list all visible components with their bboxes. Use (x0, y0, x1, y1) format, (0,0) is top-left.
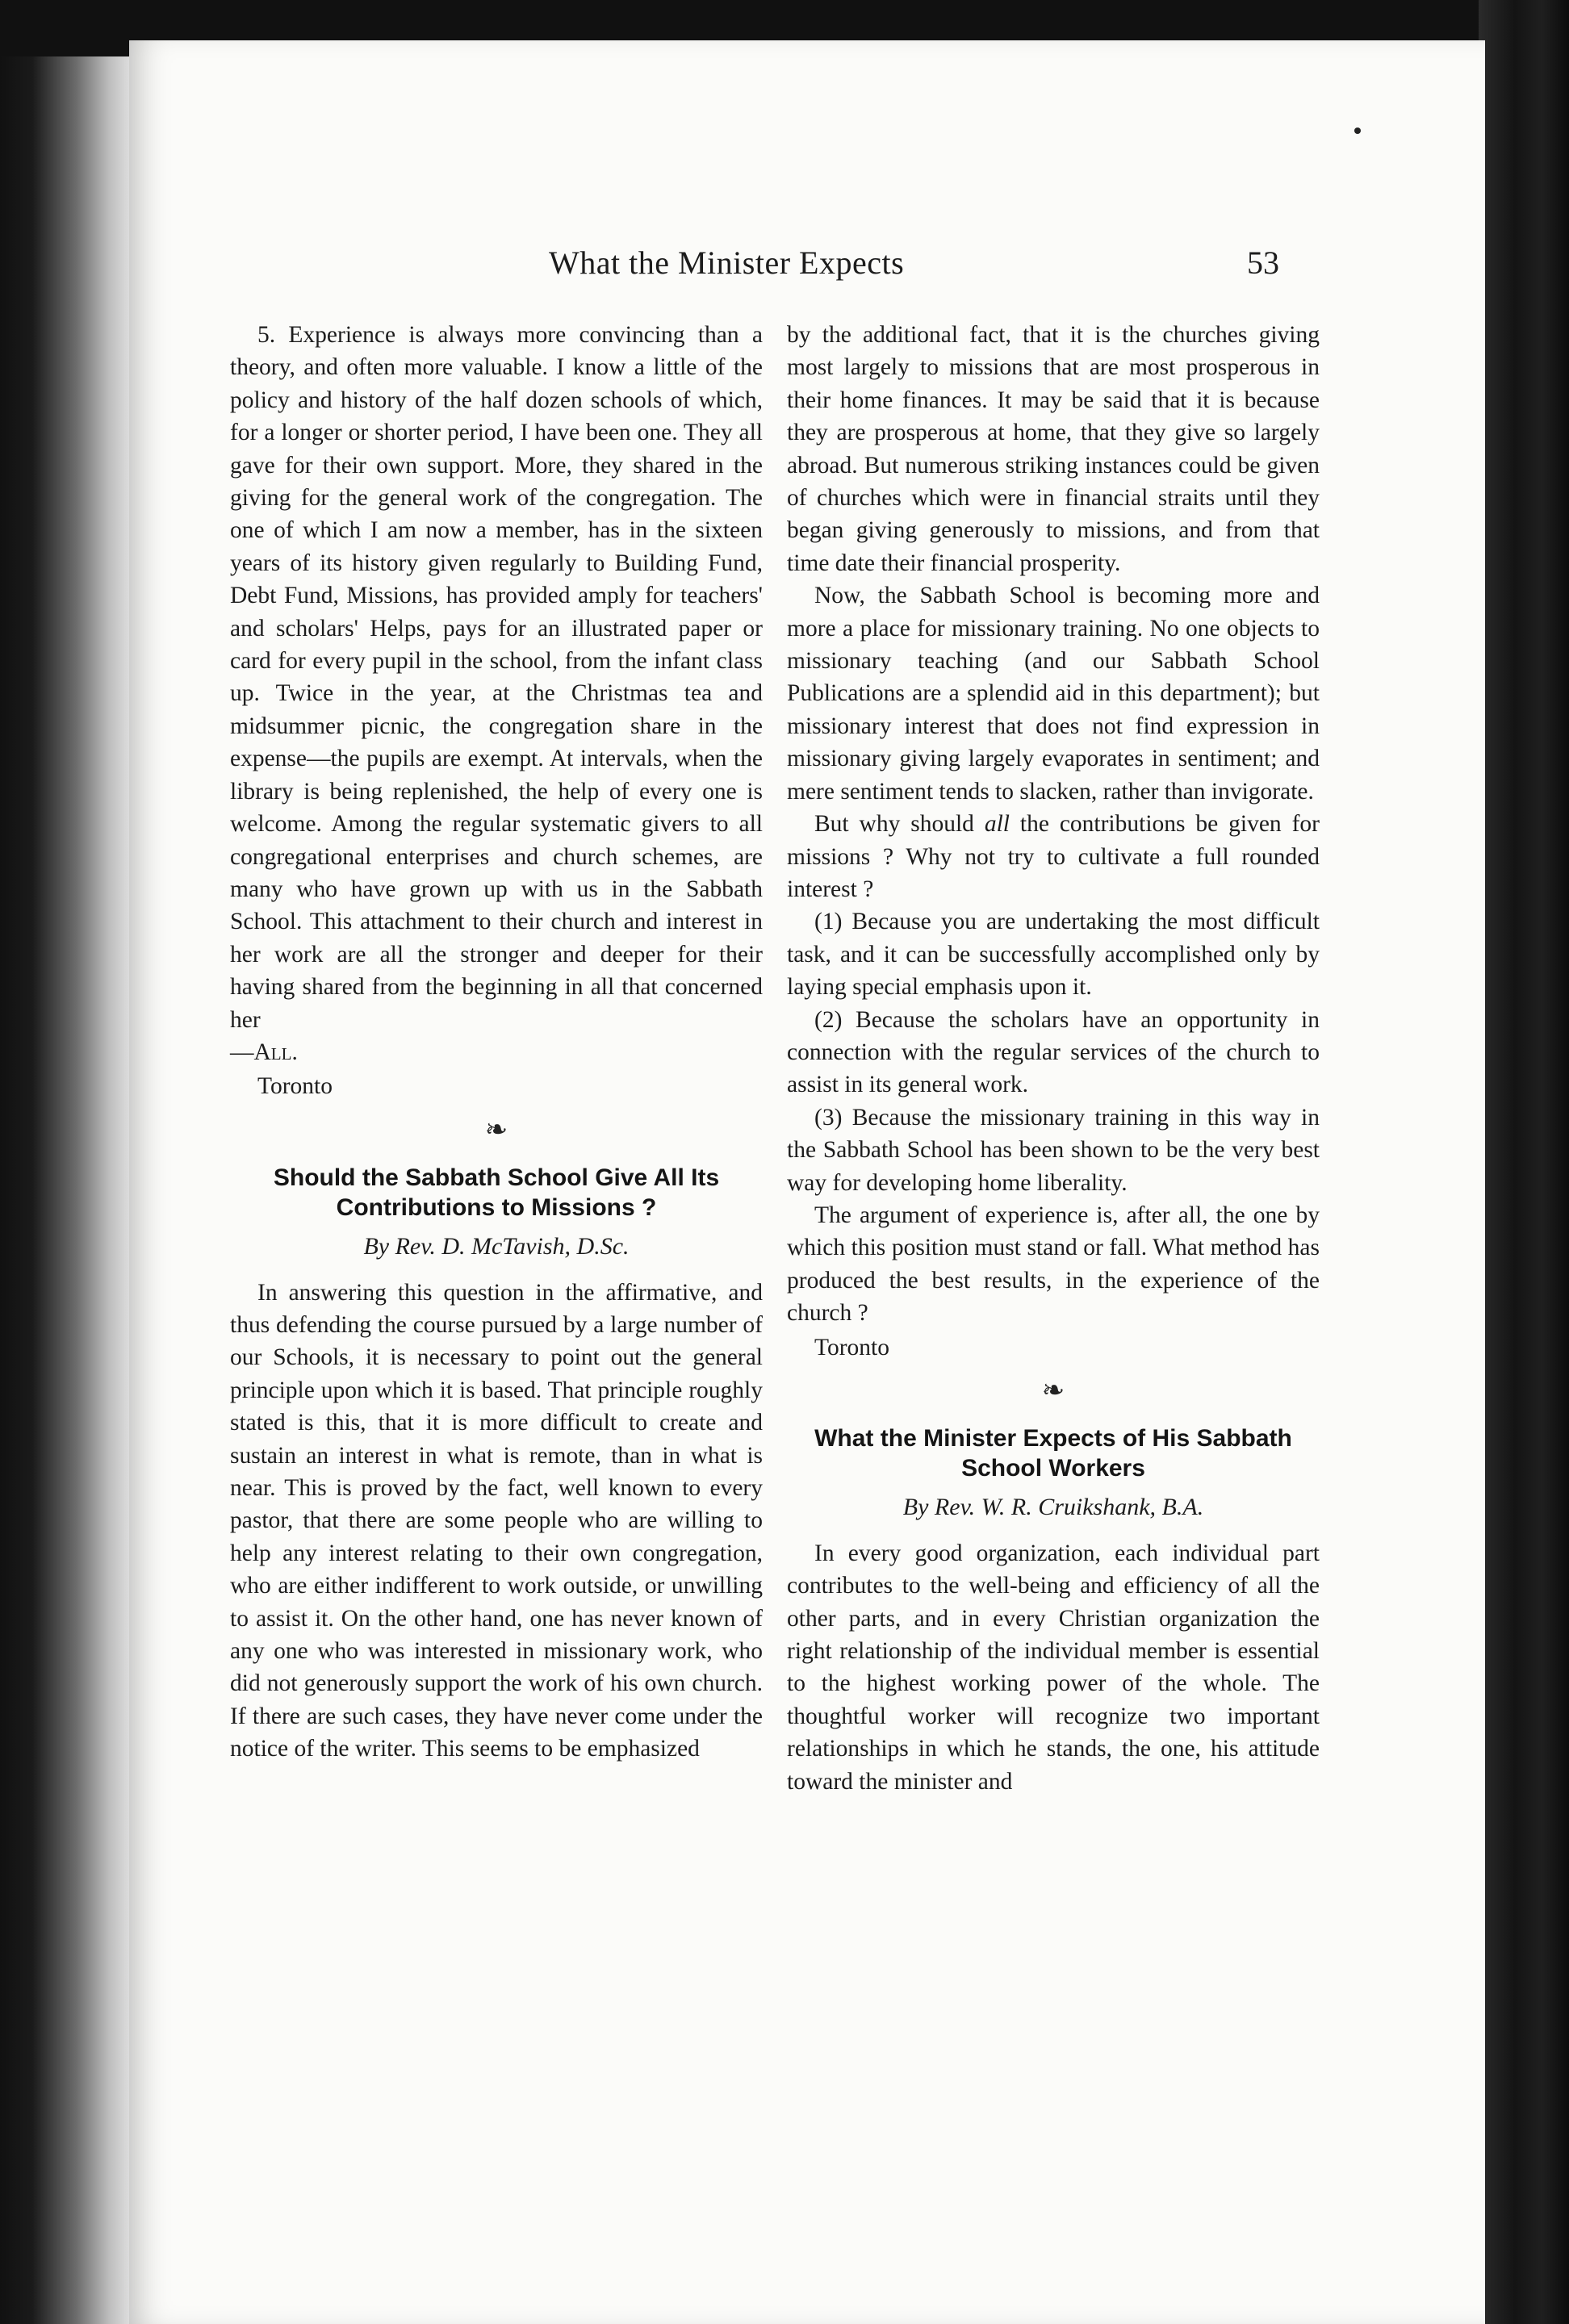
emphasis: all (984, 811, 1010, 838)
paragraph: 5. Experience is always more convincing than a theory, and often more valuable. I know a little of the policy and history of the half dozen schools of which, for a longer or shorter period, I have been one. They all gave for their own support. More, they shared in the giving for the general work of the congregation. The one of which I am now a member, has in the sixteen years of its history given regularly to Building Fund, Debt Fund, Missions, has provided amply for teachers' and scholars' Helps, pays for an illustrated paper or card for every pupil in the school, from the infant class up. Twice in the year, at the Christmas tea and midsummer picnic, the congregation share in the expense—the pupils are exempt. At intervals, when the library is being replenished, the help of every one is welcome. Among the regular systematic givers to all congregational enterprises and church schemes, are many who have grown up with us in the Sabbath School. This attachment to their church and interest in her work are all the stronger and deeper for their having shared from the beginning in all that concerned her (230, 322, 763, 1033)
ornament-icon: ❧ (484, 1114, 508, 1145)
paragraph (787, 808, 1320, 905)
right-column (787, 319, 1320, 1798)
paragraph: Now, the Sabbath School is becoming more and more a place for missionary training. No one objects to missionary teaching (and our Sabbath School Publications are a splendid aid in this department); but missionary interest that does not find expression in missionary giving largely evaporates in sentiment; and mere sentiment tends to slacken, rather than invigorate. (787, 583, 1320, 805)
text-run: the contributions be given for missions ? Why not try to cultivate a full rounded interest ? (787, 811, 1320, 902)
running-head: What the Minister Expects (549, 245, 905, 281)
paragraph: In answering this question in the affirmative, and thus defending the course pursued by a large number of our Schools, it is necessary to point out the general principle upon which it is based. That principle roughly stated is this, that it is more difficult to create and sustain an interest in what is remote, than in what is near. This is proved by the fact, well known to every pastor, that there are some people who are willing to help any interest relating to their own congregation, who are either indifferent to work outside, or unwilling to assist it. On the other hand, one has never known of any one who was interested in missionary work, who did not generously support the work of his own church. If there are such cases, they have never come under the notice of the writer. This seems to be emphasized (230, 1279, 763, 1762)
ink-speck (1354, 127, 1361, 134)
book-edge-right (1479, 0, 1569, 2324)
byline: By Rev. W. R. Cruikshank, B.A. (902, 1494, 1204, 1521)
book-gutter-left (0, 56, 137, 2324)
paragraph: (2) Because the scholars have an opportunity in connection with the regular services of the church to assist in its general work. (787, 1006, 1320, 1098)
paragraph: by the additional fact, that it is the churches giving most largely to missions that are most prosperous in their home finances. It may be said that it is because they are prosperous at home, that they give so largely abroad. But numerous striking instances could be given of churches which were in financial straits until they began giving generously to missions, and from that time date their financial prosperity. (787, 322, 1320, 576)
book-page (129, 40, 1485, 2324)
signature-dash: — (230, 1039, 254, 1065)
place-name: Toronto (257, 1073, 333, 1100)
paragraph: The argument of experience is, after all, the one by which this position must stand or fall. What method has produced the best results, in the experience of the church ? (787, 1202, 1320, 1327)
paragraph: (1) Because you are undertaking the most difficult task, and it can be successfully accomplished only by laying special emphasis upon it. (787, 909, 1320, 1001)
paragraph: In every good organization, each individual part contributes to the well-being and efficiency of all the other parts, and in every Christian organization the right relationship of the individual member is essential to the highest working power of the whole. The thoughtful worker will recognize two important relationships in which he stands, the one, his attitude toward the minister and (787, 1540, 1320, 1795)
article-title: Should the Sabbath School Give All Its Contributions to Missions ? (273, 1164, 720, 1222)
page-header (129, 244, 1485, 292)
signature-name: All. (253, 1039, 298, 1065)
place-name: Toronto (814, 1334, 889, 1361)
paragraph: (3) Because the missionary training in this way in the Sabbath School has been shown to be the very best way for developing home liberality. (787, 1104, 1320, 1196)
text-run: But why should (814, 811, 985, 838)
signature (230, 1036, 763, 1068)
byline: By Rev. D. McTavish, D.Sc. (363, 1233, 630, 1260)
ornament-icon: ❧ (1041, 1376, 1065, 1406)
article-title: What the Minister Expects of His Sabbath School Workers (814, 1425, 1292, 1482)
left-column (230, 319, 763, 1766)
page-number: 53 (1247, 245, 1279, 281)
